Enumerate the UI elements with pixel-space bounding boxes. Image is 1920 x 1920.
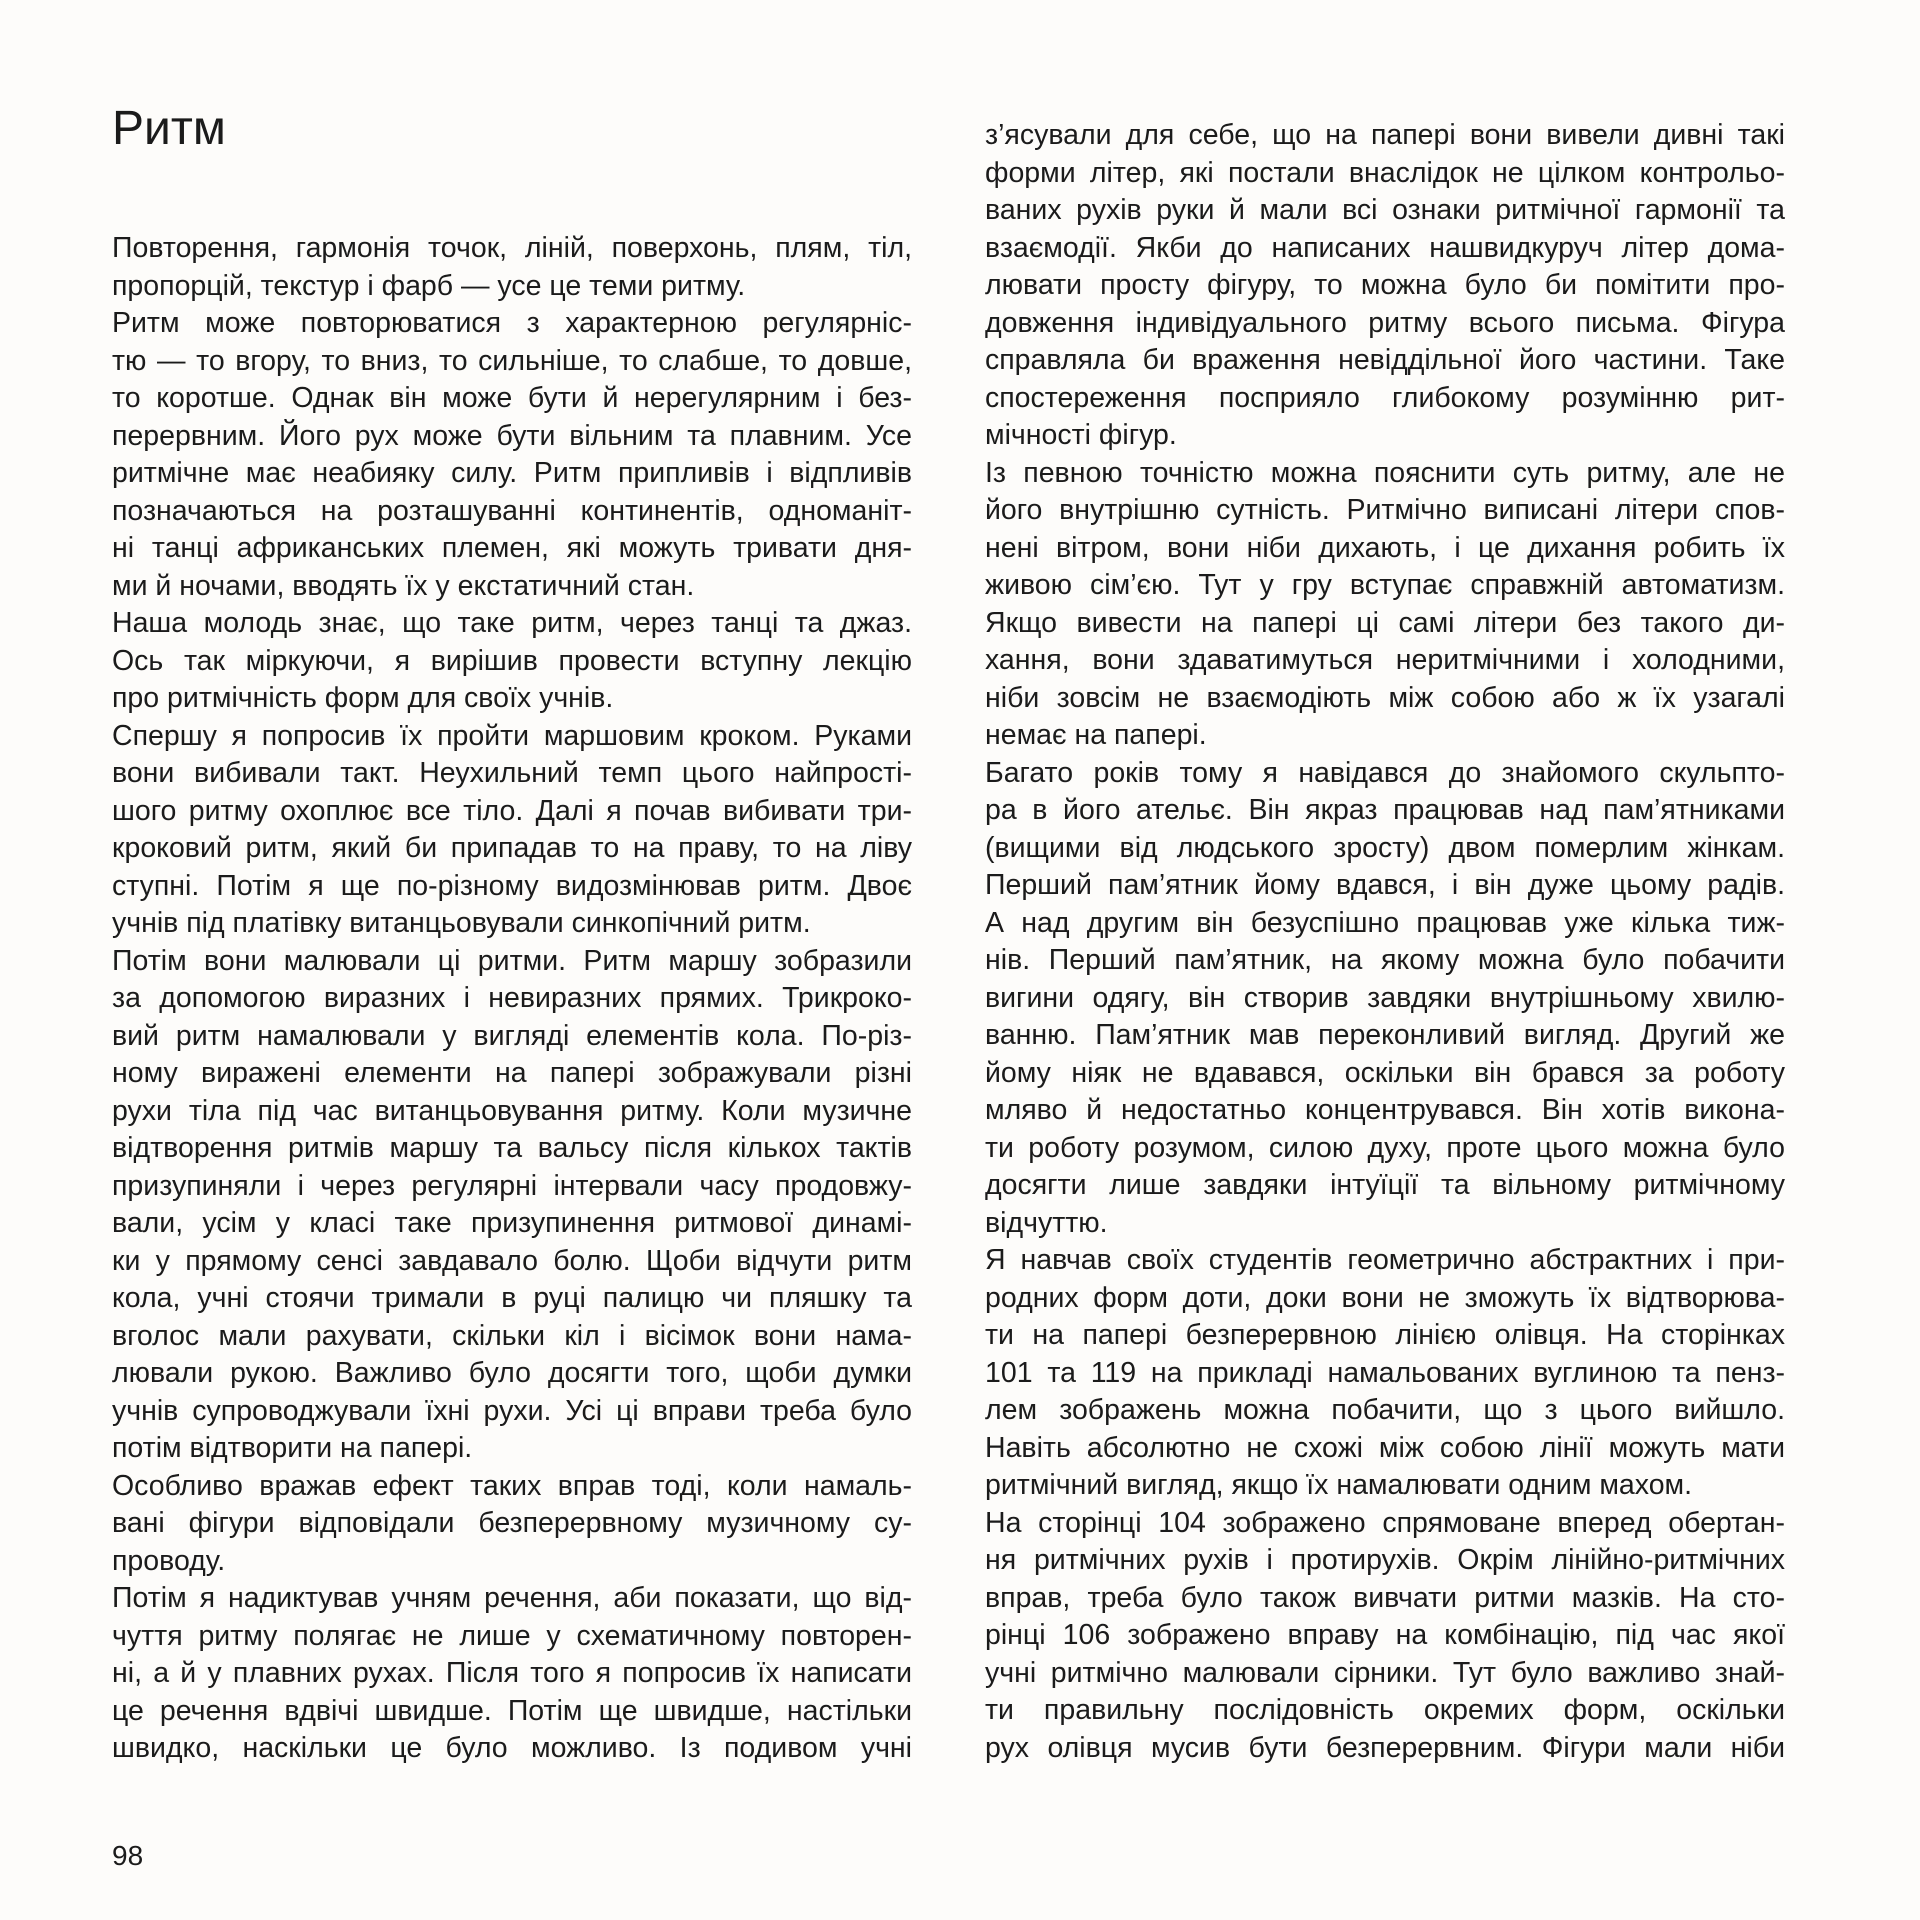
text-line: Повторення, гармонія точок, ліній, поверхонь, плям, тіл, bbox=[112, 232, 912, 264]
text-column-right bbox=[985, 117, 1785, 1767]
text-line: родних форм доти, доки вони не зможуть їх відтворюва- bbox=[985, 1281, 1785, 1314]
text-line: ваних рухів руки й мали всі ознаки ритмічної гармонії та bbox=[985, 194, 1785, 226]
text-line: ми й ночами, вводять їх у екстатичний стан. bbox=[112, 569, 695, 602]
text-line: лювали рукою. Важливо було досягти того, щоби думки bbox=[112, 1357, 912, 1389]
text-line: перервним. Його рух може бути вільним та плавним. Усе bbox=[112, 419, 912, 452]
text-line: 101 та 119 на прикладі намальованих вуглиною та пенз- bbox=[985, 1356, 1785, 1389]
text-line: кроковий ритм, який би припадав то на праву, то на ліву bbox=[112, 832, 912, 864]
text-line: тю — то вгору, то вниз, то сильніше, то слабше, то довше, bbox=[112, 344, 912, 377]
text-line: учні ритмічно малювали сірники. Тут було важливо знай- bbox=[985, 1656, 1785, 1689]
text-line: Потім вони малювали ці ритми. Ритм маршу зобразили bbox=[112, 944, 912, 977]
text-line: нені вітром, вони ніби дихають, і це дихання робить їх bbox=[985, 531, 1785, 564]
text-line: Багато років тому я навідався до знайомого скульпто- bbox=[985, 756, 1785, 789]
text-line: вигини одягу, він створив завдяки внутрішньому хвилю- bbox=[985, 981, 1785, 1014]
text-line: пропорцій, текстур і фарб — усе це теми ритму. bbox=[112, 269, 746, 302]
text-line: ти на папері безперервною лінією олівця. На сторінках bbox=[985, 1319, 1785, 1351]
text-line: ритмічний вигляд, якщо їх намалювати одним махом. bbox=[985, 1469, 1693, 1501]
text-line: відчуттю. bbox=[985, 1206, 1108, 1239]
text-line: з’ясували для себе, що на папері вони вивели дивні такі bbox=[985, 119, 1785, 151]
text-column-left bbox=[112, 230, 912, 1768]
text-line: рухи тіла під час витанцьовування ритму. Коли музичне bbox=[112, 1094, 912, 1127]
text-line: ня ритмічних рухів і протирухів. Окрім лінійно-ритмічних bbox=[985, 1544, 1785, 1576]
text-line: вані фігури відповідали безперервному музичному су- bbox=[112, 1507, 912, 1539]
text-line: лювати просту фігуру, то можна було би помітити про- bbox=[985, 269, 1785, 301]
text-line: спостереження посприяло глибокому розумінню рит- bbox=[985, 381, 1785, 414]
text-line: ні, а й у плавних рухах. Після того я попросив їх написати bbox=[112, 1657, 912, 1689]
text-line: про ритмічність форм для своїх учнів. bbox=[112, 682, 614, 714]
text-line: ки у прямому сенсі завдавало болю. Щоби відчути ритм bbox=[112, 1244, 912, 1277]
text-line: Навіть абсолютно не схожі між собою лінії можуть мати bbox=[985, 1431, 1785, 1464]
text-line: взаємодії. Якби до написаних нашвидкуруч літер дома- bbox=[985, 231, 1785, 264]
text-line: це речення вдвічі швидше. Потім ще швидше, настільки bbox=[112, 1694, 912, 1727]
text-line: ніби зовсім не взаємодіють між собою або ж їх узагалі bbox=[985, 681, 1785, 714]
text-line: форми літер, які постали внаслідок не цілком контрольо- bbox=[985, 156, 1785, 189]
text-line: відтворення ритмів маршу та вальсу після кількох тактів bbox=[112, 1132, 912, 1164]
text-line: позначаються на розташуванні континентів, одноманіт- bbox=[112, 494, 912, 527]
text-line: рінці 106 зображено вправу на комбінацію, під час якої bbox=[985, 1619, 1785, 1651]
text-line: Ось так міркуючи, я вирішив провести вступну лекцію bbox=[112, 644, 912, 677]
text-line: вий ритм намалювали у вигляді елементів кола. По-різ- bbox=[112, 1019, 912, 1052]
text-line: ні танці африканських племен, які можуть тривати дня- bbox=[112, 532, 912, 564]
text-line: шого ритму охоплює все тіло. Далі я почав вибивати три- bbox=[112, 794, 912, 827]
text-line: то коротше. Однак він може бути й нерегулярним і без- bbox=[112, 382, 912, 414]
text-line: за допомогою виразних і невиразних прямих. Трикроко- bbox=[112, 982, 912, 1014]
text-line: кола, учні стоячи тримали в руці палицю чи пляшку та bbox=[112, 1282, 912, 1314]
text-line: ванню. Пам’ятник мав переконливий вигляд. Другий же bbox=[985, 1019, 1785, 1051]
text-line: лем зображень можна побачити, що з цього вийшло. bbox=[985, 1394, 1785, 1426]
text-line: Особливо вражав ефект таких вправ тоді, коли намаль- bbox=[112, 1469, 912, 1502]
text-line: Із певною точністю можна пояснити суть ритму, але не bbox=[985, 456, 1785, 489]
text-line: чуття ритму полягає не лише у схематичному повторен- bbox=[112, 1619, 912, 1652]
page-title: Ритм bbox=[112, 102, 226, 155]
text-line: швидко, наскільки це було можливо. Із подивом учні bbox=[112, 1732, 912, 1764]
text-line: ра в його ательє. Він якраз працював над пам’ятниками bbox=[985, 794, 1785, 826]
page-number: 98 bbox=[112, 1840, 144, 1871]
text-line: справляла би враження невіддільної його частини. Таке bbox=[985, 344, 1785, 376]
text-line: живою сім’єю. Тут у гру вступає справжній автоматизм. bbox=[985, 569, 1785, 601]
text-line: потім відтворити на папері. bbox=[112, 1432, 473, 1464]
text-line: Спершу я попросив їх пройти маршовим кроком. Руками bbox=[112, 719, 912, 752]
text-line: призупиняли і через регулярні інтервали часу продовжу- bbox=[112, 1169, 912, 1202]
text-line: довження індивідуального ритму всього письма. Фігура bbox=[985, 306, 1785, 339]
text-line: учнів супроводжували їхні рухи. Усі ці вправи треба було bbox=[112, 1394, 912, 1427]
text-line: Якщо вивести на папері ці самі літери без такого ди- bbox=[985, 606, 1785, 639]
text-line: ти роботу розумом, силою духу, проте цього можна було bbox=[985, 1131, 1785, 1164]
text-line: вголос мали рахувати, скільки кіл і вісімок вони нама- bbox=[112, 1319, 912, 1352]
text-line: (вищими від людського зросту) двом померлим жінкам. bbox=[985, 831, 1785, 864]
text-line: ступні. Потім я ще по-різному видозмінював ритм. Двоє bbox=[112, 869, 912, 902]
text-line: ти правильну послідовність окремих форм, оскільки bbox=[985, 1694, 1785, 1726]
text-line: Ритм може повторюватися з характерною регулярніс- bbox=[112, 307, 912, 339]
text-line: Я навчав своїх студентів геометрично абстрактних і при- bbox=[985, 1244, 1785, 1276]
text-line: ному виражені елементи на папері зображували різні bbox=[112, 1057, 912, 1089]
text-line: вони вибивали такт. Неухильний темп цього найпрості- bbox=[112, 757, 912, 789]
text-line: хання, вони здаватимуться неритмічними і холодними, bbox=[985, 644, 1785, 676]
text-line: мляво й недостатньо концентрувався. Він хотів викона- bbox=[985, 1094, 1785, 1126]
text-line: проводу. bbox=[112, 1544, 226, 1577]
text-line: немає на папері. bbox=[985, 719, 1207, 751]
text-line: Потім я надиктував учням речення, аби показати, що від- bbox=[112, 1582, 912, 1614]
text-line: рух олівця мусив бути безперервним. Фігури мали ніби bbox=[985, 1731, 1785, 1764]
text-line: А над другим він безуспішно працював уже кілька тиж- bbox=[985, 906, 1785, 939]
text-line: його внутрішню сутність. Ритмічно виписані літери спов- bbox=[985, 494, 1785, 526]
text-line: ритмічне має неабияку силу. Ритм припливів і відпливів bbox=[112, 457, 912, 489]
text-line: нів. Перший пам’ятник, на якому можна було побачити bbox=[985, 944, 1785, 976]
text-line: Перший пам’ятник йому вдався, і він дуже цьому радів. bbox=[985, 869, 1785, 901]
text-line: мічності фігур. bbox=[985, 419, 1177, 451]
text-line: вправ, треба було також вивчати ритми мазків. На сто- bbox=[985, 1581, 1785, 1614]
text-line: досягти лише завдяки інтуїції та вільному ритмічному bbox=[985, 1169, 1785, 1201]
text-line: На сторінці 104 зображено спрямоване вперед обертан- bbox=[985, 1506, 1785, 1539]
text-line: Наша молодь знає, що таке ритм, через танці та джаз. bbox=[112, 607, 912, 639]
text-line: вали, усім у класі таке призупинення ритмової динамі- bbox=[112, 1207, 912, 1239]
text-line: йому ніяк не вдавався, оскільки він брався за роботу bbox=[985, 1056, 1785, 1089]
text-line: учнів під платівку витанцьовували синкопічний ритм. bbox=[112, 907, 811, 939]
